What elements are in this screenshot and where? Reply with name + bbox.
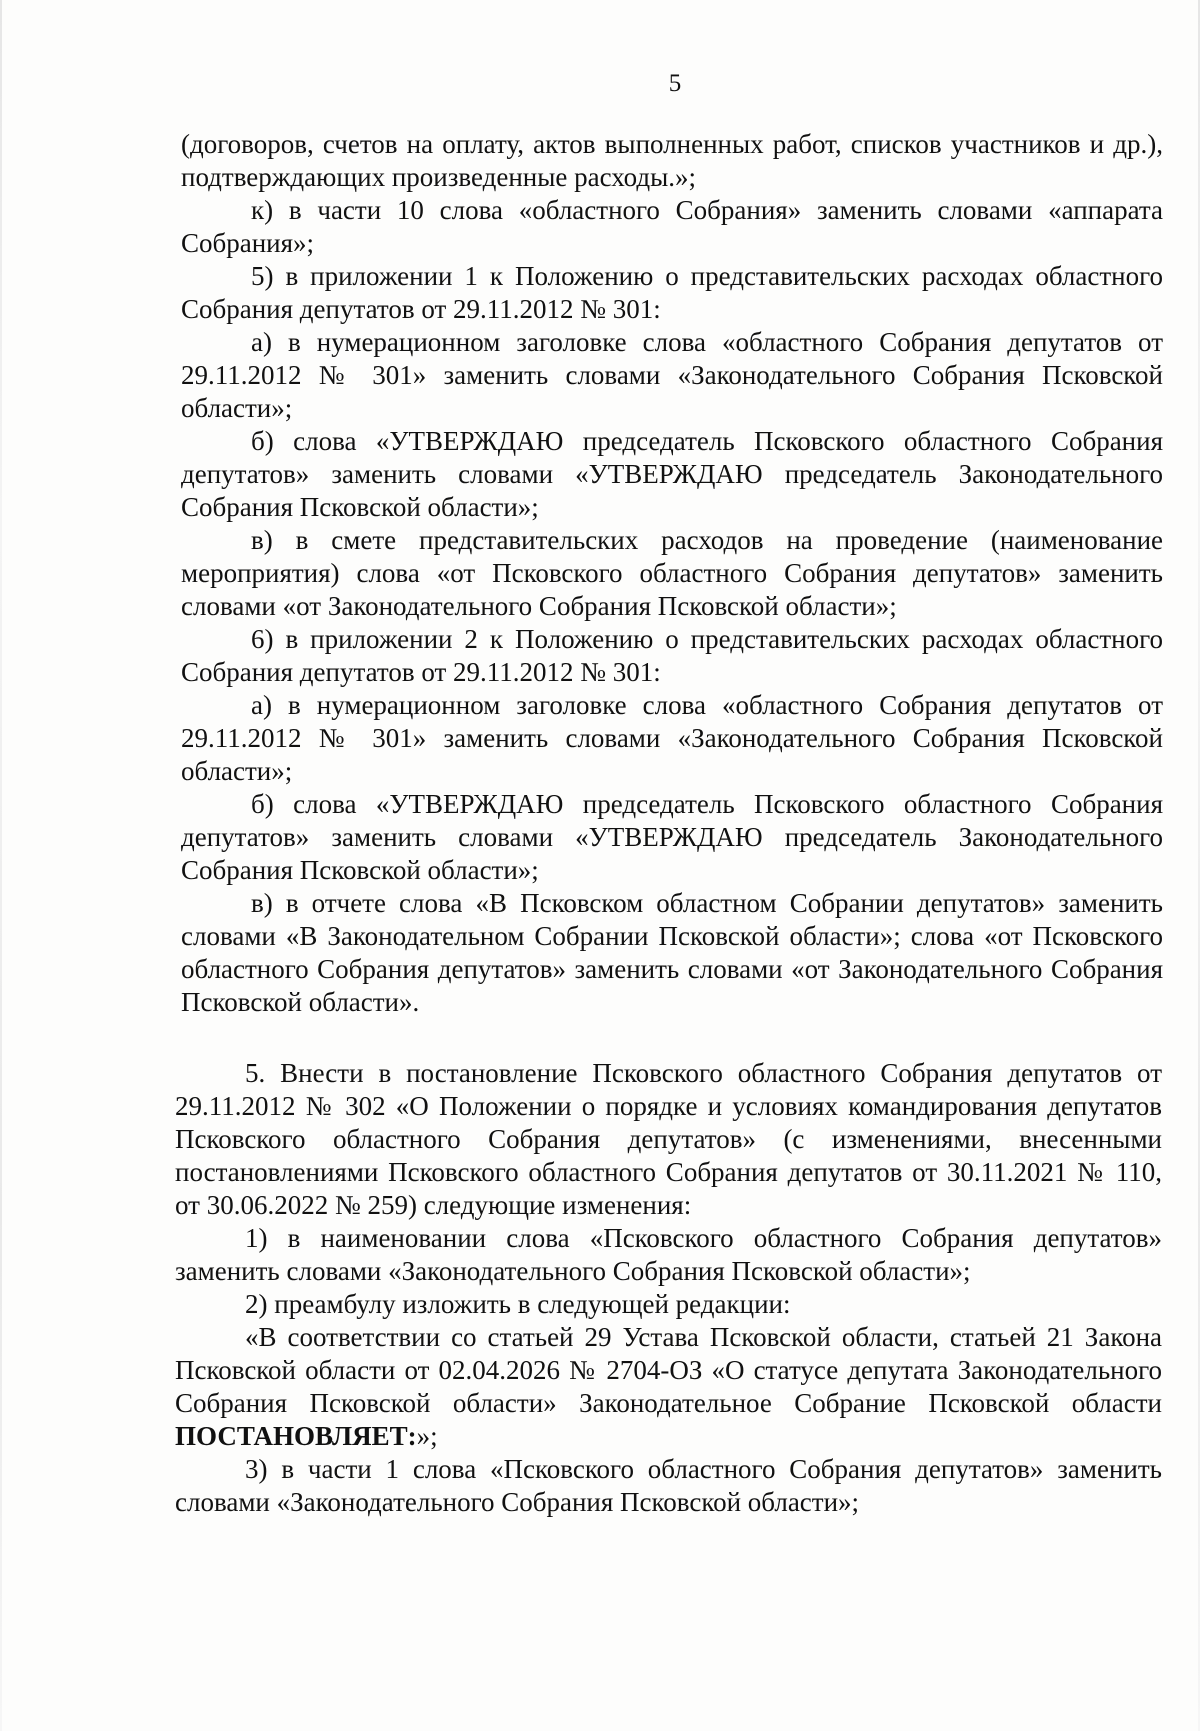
- scan-edge-left: [0, 0, 2, 1731]
- preamble-text: «В соответствии со статьей 29 Устава Псковской области, статьей 21 Закона Псковской области от 02.04.2026 № 2704-ОЗ «О статусе депутата Законодательного Собрания Псковской области» Законодательное Собрание Псковской области: [175, 1322, 1162, 1418]
- paragraph: 6) в приложении 2 к Положению о представительских расходах областного Собрания депутатов от 29.11.2012 № 301:: [181, 624, 1163, 687]
- preamble-resolves: ПОСТАНОВЛЯЕТ:: [175, 1421, 417, 1451]
- page-number: 5: [668, 70, 682, 97]
- text-block-amendments: [181, 128, 1163, 1019]
- paragraph: а) в нумерационном заголовке слова «областного Собрания депутатов от 29.11.2012 № 301» заменить словами «Законодательного Собрания Псковской области»;: [181, 327, 1163, 423]
- paragraph: 5) в приложении 1 к Положению о представительских расходах областного Собрания депутатов от 29.11.2012 № 301:: [181, 261, 1163, 324]
- section-heading-paragraph: 5. Внести в постановление Псковского областного Собрания депутатов от 29.11.2012 № 302 «О Положении о порядке и условиях командирования депутатов Псковского областного Собрания депутатов» (с изменениями, внесенными постановлениями Псковского областного Собрания депутатов от 30.11.2021 № 110, от 30.06.2022 № 259) следующие изменения:: [175, 1058, 1162, 1220]
- preamble-tail: »;: [416, 1421, 438, 1451]
- paragraph: 2) преамбулу изложить в следующей редакции:: [245, 1289, 791, 1319]
- paragraph: (договоров, счетов на оплату, актов выполненных работ, списков участников и др.), подтверждающих произведенные расходы.»;: [181, 129, 1163, 192]
- paragraph: в) в смете представительских расходов на проведение (наименование мероприятия) слова «от Псковского областного Собрания депутатов» заменить словами «от Законодательного Собрания Псковской области»;: [181, 525, 1163, 621]
- paragraph: 1) в наименовании слова «Псковского областного Собрания депутатов» заменить словами «Законодательного Собрания Псковской области»;: [175, 1223, 1162, 1286]
- paragraph: в) в отчете слова «В Псковском областном Собрании депутатов» заменить словами «В Законодательном Собрании Псковской области»; слова «от Псковского областного Собрания депутатов» заменить словами «от Законодательного Собрания Псковской области».: [181, 888, 1163, 1017]
- paragraph: б) слова «УТВЕРЖДАЮ председатель Псковского областного Собрания депутатов» заменить словами «УТВЕРЖДАЮ председатель Законодательного Собрания Псковской области»;: [181, 789, 1163, 885]
- text-block-section-5: [175, 1057, 1162, 1519]
- paragraph: 3) в части 1 слова «Псковского областного Собрания депутатов» заменить словами «Законодательного Собрания Псковской области»;: [175, 1454, 1162, 1517]
- paragraph: а) в нумерационном заголовке слова «областного Собрания депутатов от 29.11.2012 № 301» заменить словами «Законодательного Собрания Псковской области»;: [181, 690, 1163, 786]
- paragraph: к) в части 10 слова «областного Собрания» заменить словами «аппарата Собрания»;: [181, 195, 1163, 258]
- preamble-paragraph: [175, 1321, 1162, 1453]
- paragraph: б) слова «УТВЕРЖДАЮ председатель Псковского областного Собрания депутатов» заменить словами «УТВЕРЖДАЮ председатель Законодательного Собрания Псковской области»;: [181, 426, 1163, 522]
